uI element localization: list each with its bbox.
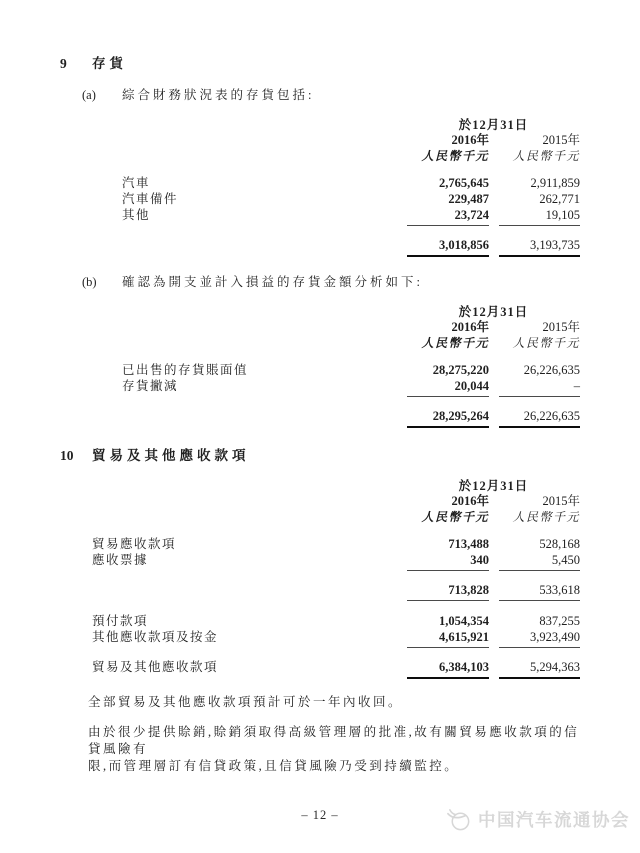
table-c-unit-2015: 人民幣千元 [512,509,580,524]
inventory-expense-table [122,304,580,428]
inventory-composition-table [122,117,580,257]
table-row: 應收票據 340 5,450 [92,552,580,571]
page-number: – 12 – [301,808,339,822]
table-c-col-2015: 2015年 [542,494,580,508]
table-b-col-2016: 2016年 [451,320,489,334]
table-a-unit-2015: 人民幣千元 [512,148,580,163]
section-9-number: 9 [60,56,67,71]
table-c-date-header: 於12月31日 [458,479,529,493]
table-a-col-2015: 2015年 [542,133,580,147]
table-row: 其他應收款項及按金 4,615,921 3,923,490 [92,629,580,648]
watermark-text: 中国汽车流通协会 [478,810,630,830]
item-a-text: 綜合財務狀況表的存貨包括: [122,88,315,102]
table-row: 汽車 2,765,645 2,911,859 [122,176,580,190]
table-row: 其他 23,724 19,105 [122,207,580,226]
receivables-table [92,478,580,679]
note-paragraph-2 [88,724,580,775]
table-b-total-row: 28,295,264 26,226,635 [122,408,580,428]
document-page [60,55,580,775]
table-row: 預付款項 1,054,354 837,255 [92,614,580,628]
item-b-text: 確認為開支並計入損益的存貨金額分析如下: [122,275,423,289]
item-a-label: (a) [82,88,96,102]
table-b-date-header: 於12月31日 [458,305,529,319]
table-b-col-2015: 2015年 [542,320,580,334]
section-10-heading [60,447,580,465]
watermark [446,806,630,833]
section-9-title: 存貨 [92,56,127,71]
item-b-label: (b) [82,275,97,289]
receivables-subtotal-row: 713,828 533,618 [92,582,580,601]
section-10-title: 貿易及其他應收款項 [92,448,250,463]
note-paragraph-2-line2: 限,而管理層訂有信貸政策,且信貸風險乃受到持續監控。 [88,759,460,773]
section-10-number: 10 [60,448,74,463]
table-c-unit-2016: 人民幣千元 [421,509,489,524]
cada-logo-icon [446,806,473,833]
note-paragraph-1: 全部貿易及其他應收款項預計可於一年內收回。 [88,695,404,709]
table-row: 汽車備件 229,487 262,771 [122,192,580,206]
table-row: 已出售的存貨賬面值 28,275,220 26,226,635 [122,363,580,377]
table-c-col-2016: 2016年 [451,494,489,508]
table-a-unit-2016: 人民幣千元 [421,148,489,163]
item-a [60,87,580,104]
receivables-total-row: 貿易及其他應收款項 6,384,103 5,294,363 [92,659,580,679]
table-b-unit-2015: 人民幣千元 [512,335,580,350]
table-a-date-header: 於12月31日 [458,118,529,132]
table-b-unit-2016: 人民幣千元 [421,335,489,350]
note-paragraph-2-line1: 由於很少提供賒銷,賒銷須取得高級管理層的批准,故有關貿易應收款項的信貸風險有 [88,725,580,756]
table-c-header [92,478,580,525]
table-a-header [122,117,580,164]
table-row: 貿易應收款項 713,488 528,168 [92,537,580,551]
table-b-header [122,304,580,351]
section-9-heading [60,55,580,73]
table-a-total-row: 3,018,856 3,193,735 [122,237,580,257]
table-a-col-2016: 2016年 [451,133,489,147]
table-row: 存貨撇減 20,044 – [122,378,580,397]
item-b [60,274,580,291]
